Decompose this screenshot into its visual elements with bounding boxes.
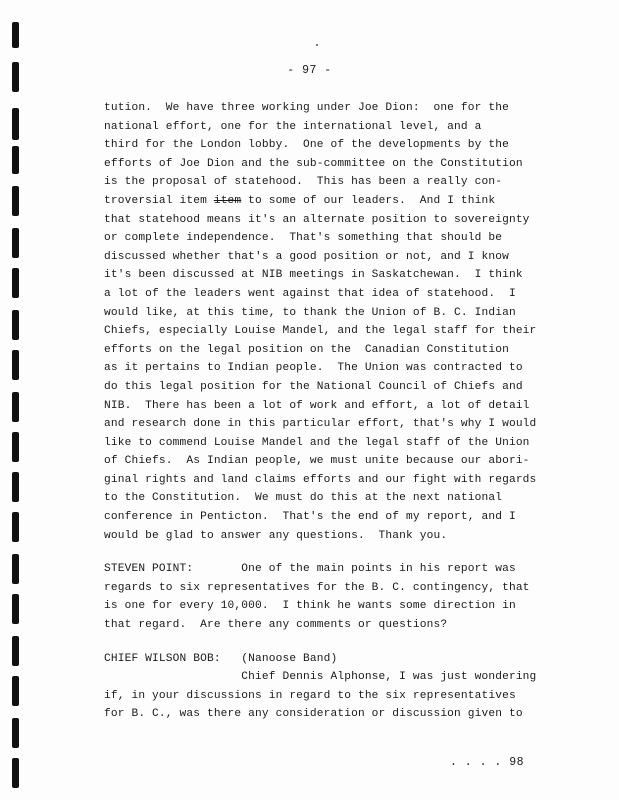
paragraph-spacer [104,635,574,650]
text-line: is the proposal of statehood. This has been a really con- [104,176,503,189]
text-line: conference in Penticton. That's the end of my report, and I [104,511,516,524]
text-line: a lot of the leaders went against that idea of statehood. I [104,287,516,300]
text-line: would like, at this time, to thank the Union of B. C. Indian [104,306,516,319]
binding-hole [12,392,19,422]
text-line: regards to six representatives for the B. C. contingency, that [104,581,530,594]
text-line: would be glad to answer any questions. Thank you. [104,529,448,542]
scan-speck [316,44,318,46]
text-line: for B. C., was there any consideration or discussion given to [104,708,523,721]
binding-hole [12,636,19,666]
binding-hole [12,350,19,380]
binding-hole [12,676,19,706]
text-line: and research done in this particular effort, that's why I would [104,418,537,431]
struck-out-word: item [213,194,242,207]
text-line: STEVEN POINT: One of the main points in his report was [104,563,516,576]
binding-hole [12,108,19,140]
paragraph-spacer [104,545,574,560]
text-line: NIB. There has been a lot of work and effort, a lot of detail [104,399,530,412]
binding-hole [12,268,19,298]
binding-hole [12,594,19,624]
text-line: of Chiefs. As Indian people, we must unite because our abori- [104,455,530,468]
continuation-page-marker: . . . . 98 [450,756,525,769]
binding-hole [12,186,19,216]
text-line [104,192,574,211]
text-line: as it pertains to Indian people. The Union was contracted to [104,362,523,375]
binding-hole [12,718,19,748]
text-line: CHIEF WILSON BOB: (Nanoose Band) [104,652,338,665]
paragraph-steven-point [104,560,574,634]
binding-hole [12,228,19,258]
text-line: to the Constitution. We must do this at the next national [104,492,503,505]
binding-hole [12,146,19,174]
binding-hole [12,758,19,788]
text-line: ginal rights and land claims efforts and our fight with regards [104,473,537,486]
binding-hole [12,512,19,542]
text-line: Chiefs, especially Louise Mandel, and the legal staff for their [104,325,537,338]
text-line: it's been discussed at NIB meetings in Saskatchewan. I think [104,269,523,282]
binding-hole [12,310,19,340]
text-line: is one for every 10,000. I think he wants some direction in [104,600,516,613]
text-segment: to some of our leaders. And I think [241,194,496,207]
text-line: efforts on the legal position on the Canadian Constitution [104,343,509,356]
text-line: like to commend Louise Mandel and the legal staff of the Union [104,436,530,449]
binding-hole [12,554,19,584]
text-line: or complete independence. That's something that should be [104,232,503,245]
transcript-body [104,99,574,724]
binding-hole [12,472,19,502]
text-line: that regard. Are there any comments or questions? [104,619,448,632]
text-segment: troversial item [104,194,214,207]
binding-hole [12,432,19,462]
page-number: - 97 - [287,64,332,77]
text-line: if, in your discussions in regard to the six representatives [104,689,516,702]
text-line: discussed whether that's a good position or not, and I know [104,250,509,263]
text-line: tution. We have three working under Joe Dion: one for the [104,102,509,114]
text-line: efforts of Joe Dion and the sub-committee on the Constitution [104,157,523,170]
binding-hole [12,22,19,48]
text-line: Chief Dennis Alphonse, I was just wondering [104,671,537,684]
text-line: national effort, one for the international level, and a [104,120,482,133]
text-line: third for the London lobby. One of the developments by the [104,139,509,152]
text-line: do this legal position for the National Council of Chiefs and [104,380,523,393]
binding-holes [10,0,26,800]
paragraph-wilson-bob [104,650,574,724]
text-line: that statehood means it's an alternate position to sovereignty [104,213,530,226]
paragraph-report [104,99,574,545]
